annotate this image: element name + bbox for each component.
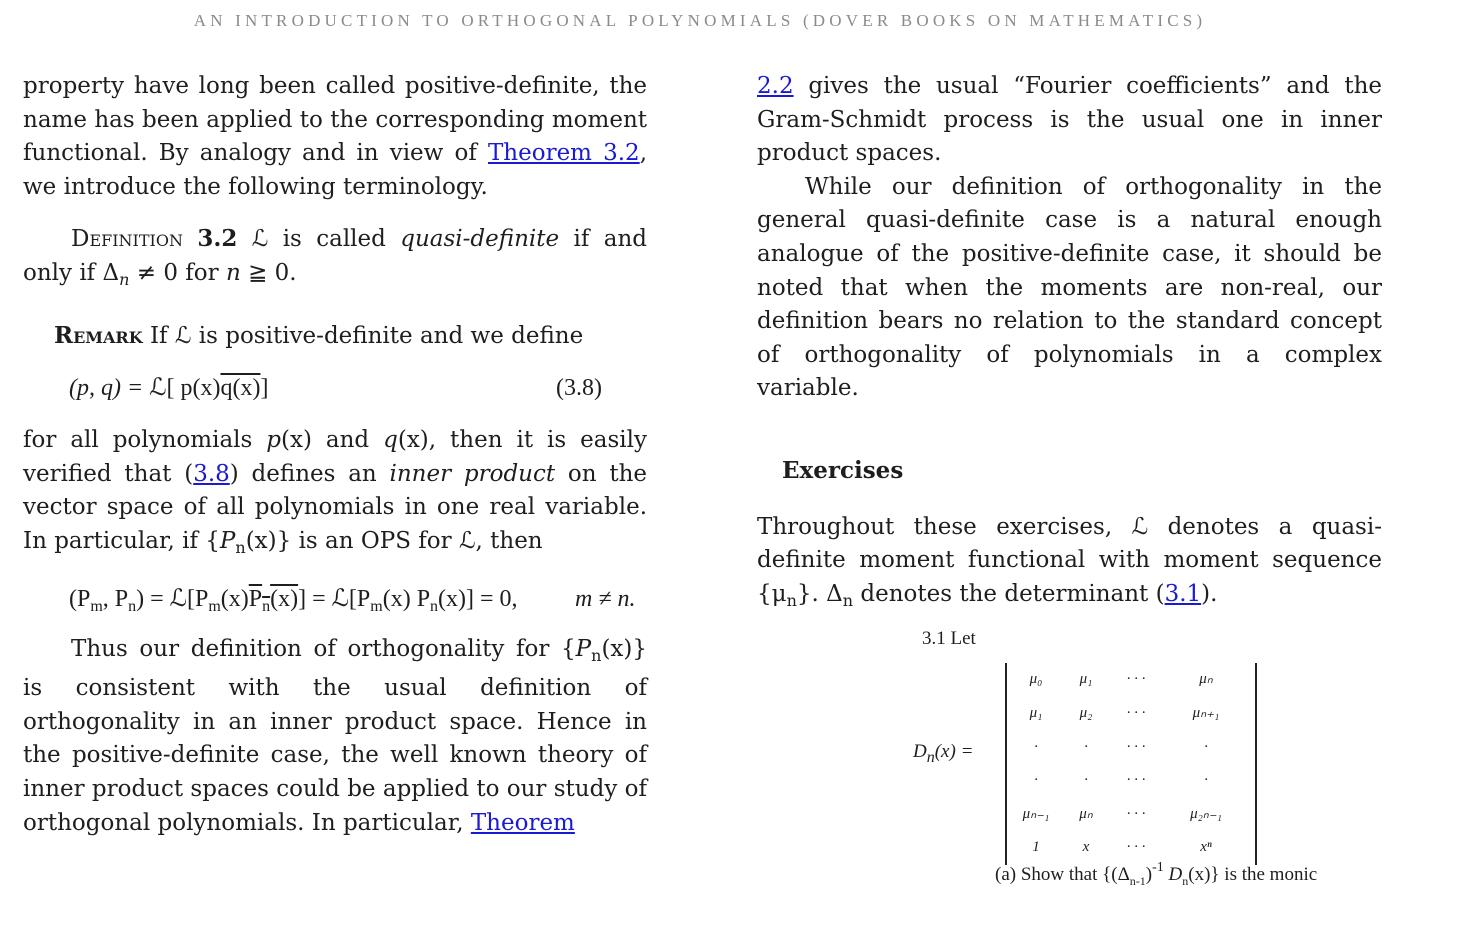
determinant-entry: xⁿ: [1200, 839, 1212, 856]
determinant-entry: · · ·: [1126, 738, 1146, 755]
running-head: AN INTRODUCTION TO ORTHOGONAL POLYNOMIALS (DOVER BOOKS ON MATHEMATICS): [193, 11, 1207, 30]
determinant-entry: μₙ₊₁: [1192, 704, 1220, 721]
determinant-entry: μ₁: [1079, 671, 1093, 688]
functional-symbol: ℒ: [1131, 513, 1149, 540]
equation-number: (3.8): [556, 375, 602, 402]
remark: Remark If ℒ is positive-definite and we define: [54, 321, 584, 349]
theorem-3-2-link[interactable]: Theorem 3.2: [487, 140, 640, 167]
determinant-entry: μₙ₋₁: [1022, 805, 1050, 822]
determinant-entry: μ₀: [1029, 671, 1043, 688]
equation-orthogonality: ($P_m$, $P_n$) = $ℒ[P_m(x)P_n(x)]$ = $ℒ[P_m(x) P_n(x)] = 0$, m ≠ n.: [69, 585, 636, 615]
exercise-3-1-label: 3.1 Let: [922, 628, 976, 650]
determinant-entry: μₙ: [1199, 671, 1213, 688]
exercise-part-a: (a) Show that {$(\Delta_{n-1})^{-1}$ $D_n(x)$} is the monic: [995, 860, 1318, 889]
determinant-entry: · · ·: [1126, 704, 1146, 721]
definition-label: Definition: [71, 226, 183, 253]
paragraph-consistency: Thus our definition of orthogonality for $\{P_n(x)\}$ is consistent with the usual definition of orthogonality in an inner product space. Hence in the positive-definite case, the well known theory of inner product spaces could be applied to our study of orthogonal polynomials. In particular, Theorem: [23, 635, 647, 836]
determinant-entry: μₙ: [1079, 805, 1093, 822]
determinant-entry: ·: [1084, 772, 1088, 789]
determinant-entry: · · ·: [1126, 839, 1146, 856]
determinant-entry: · · ·: [1126, 772, 1146, 789]
determinant-row: [1011, 798, 1251, 832]
paragraph-exercises-intro: Throughout these exercises, ℒ denotes a quasi-definite moment functional with moment sequence $\{\mu_n\}$. $\Delta_n$ denotes the determinant (3.1).: [757, 513, 1382, 610]
determinant-entry: ·: [1204, 772, 1208, 789]
paragraph-quasi-definite: While our definition of orthogonality in the general quasi-definite case is a natural enough analogue of the positive-definite case, it should be noted that when the moments are non-real, our definition bears no relation to the standard concept of orthogonality of polynomials in a complex variable.: [757, 173, 1382, 402]
functional-symbol: ℒ: [251, 226, 269, 253]
determinant-entry: ·: [1084, 738, 1088, 755]
determinant-entry: ·: [1034, 772, 1038, 789]
exercises-heading: Exercises: [782, 456, 904, 484]
remark-label: Remark: [54, 321, 143, 349]
determinant-3-1-link[interactable]: 3.1: [1164, 580, 1202, 607]
theorem-link[interactable]: Theorem: [470, 809, 575, 836]
determinant-entry: ·: [1204, 738, 1208, 755]
determinant-entry: μ₁: [1029, 704, 1043, 721]
determinant-row: [1011, 764, 1251, 798]
determinant-entry: x: [1082, 839, 1090, 856]
determinant-entry: μ₂ₙ₋₁: [1190, 805, 1222, 822]
determinant-entry: · · ·: [1126, 805, 1146, 822]
determinant-figure: [757, 663, 1382, 856]
determinant-row: [1011, 697, 1251, 731]
determinant-entry: 1: [1032, 839, 1040, 856]
determinant-entry: μ₂: [1079, 704, 1093, 721]
paragraph-inner-product: for all polynomials p(x) and q(x), then it is easily verified that (3.8) defines an inner product on the vector space of all polynomials in one real variable. In particular, if $\{P_n(x)\}$ is an OPS for ℒ, then: [23, 427, 647, 557]
functional-symbol: ℒ: [174, 322, 192, 349]
determinant-entry: · · ·: [1126, 671, 1146, 688]
theorem-2-2-link[interactable]: 2.2: [757, 73, 794, 99]
equation-3-8: (p, q) = ℒ[ p(x)q(x)] (3.8): [23, 372, 647, 406]
determinant-table: [1011, 663, 1251, 865]
determinant-row: [1011, 831, 1251, 865]
right-column: [757, 70, 1382, 893]
determinant-row: [1011, 731, 1251, 765]
left-column: [23, 70, 647, 840]
paragraph-positive-definite: property have long been called positive-definite, the name has been applied to the corresponding moment functional. By analogy and in view of Theorem 3.2, we introduce the following terminology.: [23, 73, 648, 200]
definition-3-2: Definition 3.2 ℒ is called quasi-definite if and only if $\Delta_n \ne 0$ for n ≧ 0.: [23, 225, 648, 289]
determinant-matrix: [1005, 663, 1257, 865]
functional-symbol: ℒ: [458, 527, 476, 554]
equation-3-8-link[interactable]: 3.8: [193, 460, 230, 487]
determinant-entry: ·: [1034, 738, 1038, 755]
determinant-lhs: $D_n(x)$ =: [913, 741, 974, 767]
paragraph-fourier: 2.2 gives the usual “Fourier coefficients” and the Gram-Schmidt process is the usual one in inner product spaces.: [757, 73, 1382, 167]
determinant-row: [1011, 663, 1251, 697]
